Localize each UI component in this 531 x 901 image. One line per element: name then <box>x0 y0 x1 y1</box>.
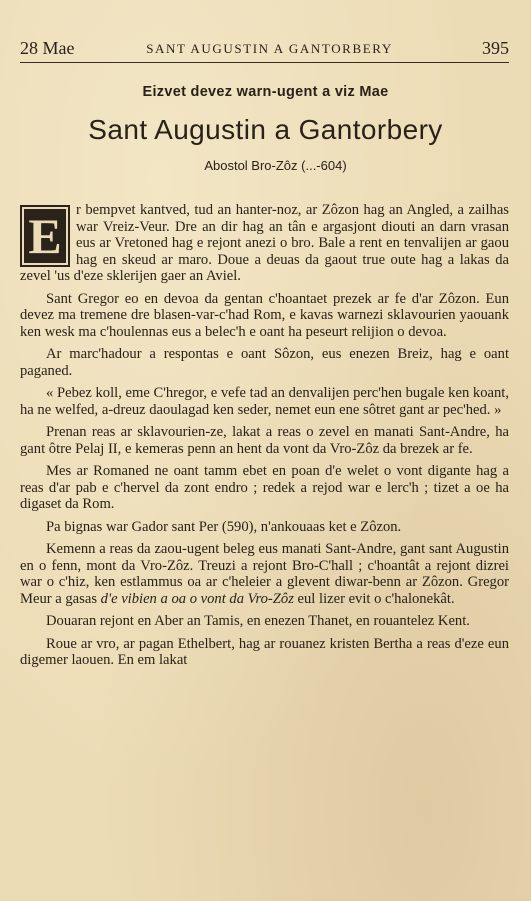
feast-line: Eizvet devez warn-ugent a viz Mae <box>142 84 389 100</box>
subtitle: Abostol Bro-Zôz (...-604) <box>204 158 347 173</box>
paragraph: Prenan reas ar sklavourien-ze, lakat a reas o zevel en manati Sant-Andre, ha gant ôtre Pelaj II, e kemeras penn an hent da vont da Vro-Zôz da brezek ar fe. <box>20 424 509 457</box>
paragraph: Ar marc'hadour a respontas e oant Sôzon, eus enezen Breiz, hag e oant paganed. <box>20 346 509 379</box>
page-date: 28 Mae <box>20 38 75 58</box>
paragraph-text-end: eul lizer evit o c'halonekât. <box>297 590 455 607</box>
paragraph: Sant Gregor eo en devoa da gentan c'hoantaet prezek ar fe d'ar Zôzon. Eun devez ma tremene dre blasen-var-c'had Rom, e kavas warnezi sklavourien yaouank ken wesk ma c'houlennas eus a belec'h e oant ha peseurt relijion o devoa. <box>20 290 509 340</box>
paragraph-text: Kemenn a reas da zaou-ugent beleg eus manati Sant-Andre, gant sant Augustin en o fenn, mont da Vro-Zôz. Treuzi a rejont Bro-C'hall ; c'hoantât a rejont dizrei war o c'hiz, ken estlammus oa ar c'heleier a glevent diwar-benn ar Zôzon. Gregor Meur a gasas <box>20 541 509 607</box>
body-text <box>20 202 509 675</box>
paragraph: Mes ar Romaned ne oant tamm ebet en poan d'e welet o vont digante hag a reas d'ar pab e c'hervel da zont endro ; redek a rejod war e lerc'h ; tizet a oe ha digaset da Rom. <box>20 463 509 512</box>
paragraph <box>20 541 509 607</box>
page-number: 395 <box>482 38 509 58</box>
dropcap: E <box>20 205 70 267</box>
paragraph: Pa bignas war Gador sant Per (590), n'ankouaas ket e Zôzon. <box>46 518 402 535</box>
paragraph <box>20 202 509 285</box>
paragraph: Roue ar vro, ar pagan Ethelbert, hag ar rouanez kristen Bertha a reas d'eze eun digemer laouen. En em lakat <box>20 635 509 668</box>
page-title: Sant Augustin a Gantorbery <box>88 114 443 145</box>
italic-quote: d'e vibien a oa o vont da Vro-Zôz <box>100 590 294 607</box>
running-head <box>20 38 509 63</box>
paragraph-text: r bempvet kantved, tud an hanter-noz, ar Zôzon hag an Angled, a zailhas war Vreiz-Veur. Dre an dir hag an tân e argasjont diouti an darn vrasan eus ar Vretoned hag e rejont anezi o bro. Bale a rent en tenvalijen ar gaou hag en skeud ar maro. Doue a deuas da gaout true oute hag a lakas da zevel 'us d'eze sklerijen gaer an Aviel. <box>20 202 509 284</box>
running-title: SANT AUGUSTIN A GANTORBERY <box>146 41 393 56</box>
paragraph: Douaran rejont en Aber an Tamis, en enezen Thanet, en rouantelez Kent. <box>46 613 470 629</box>
paragraph: « Pebez koll, eme C'hregor, e vefe tad an denvalijen perc'hen bugale ken koant, ha ne welfed, a-dreuz daoulagad ken seder, nemet eun ene sôtret gant ar pec'hed. » <box>20 385 509 418</box>
